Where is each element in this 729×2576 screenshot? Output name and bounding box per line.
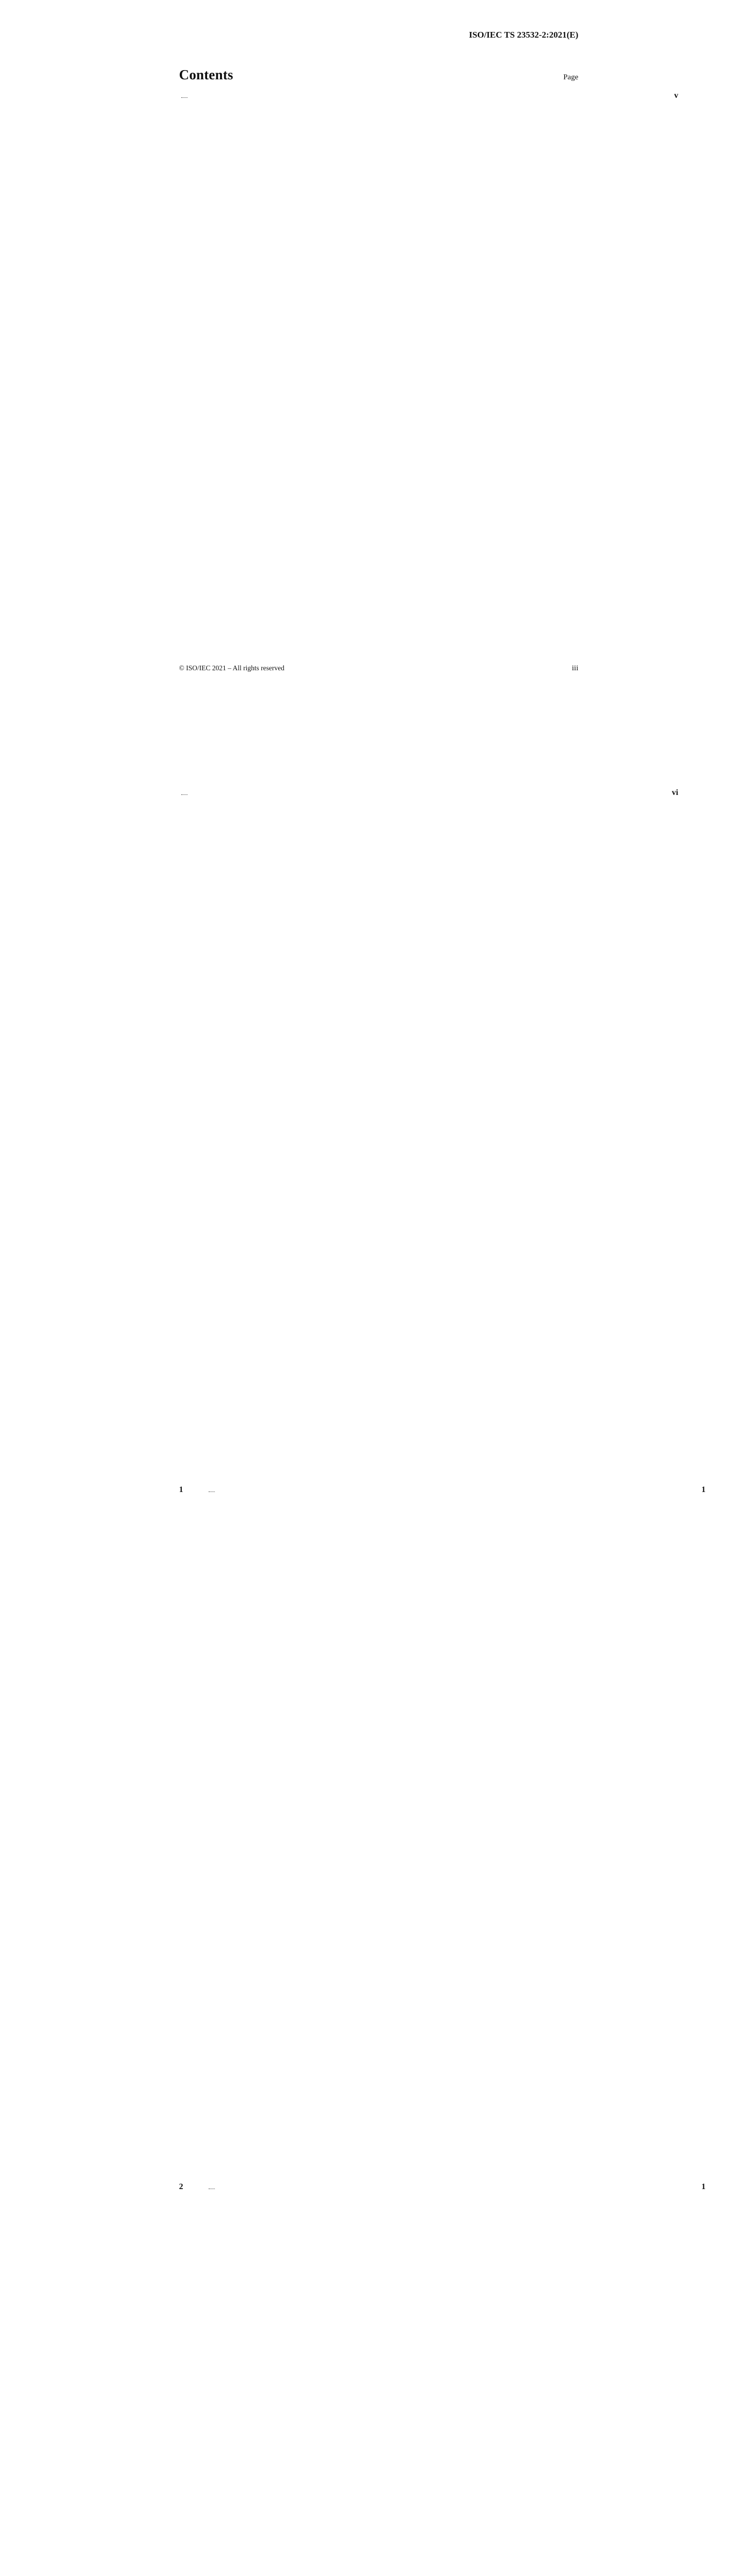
document-page — [120, 0, 706, 2191]
toc-leader-dots — [181, 97, 188, 98]
toc-leader-dots — [209, 1491, 215, 1492]
toc-entry[interactable] — [179, 1485, 706, 2177]
copyright-notice: © ISO/IEC 2021 – All rights reserved — [179, 664, 284, 672]
page-title: Contents — [179, 67, 233, 82]
toc-entry-number: 1 — [179, 1485, 183, 1494]
toc-entry[interactable] — [179, 2182, 706, 2576]
toc-content — [179, 67, 706, 2576]
toc-entry-page: 1 — [216, 1485, 706, 2177]
contents-heading — [179, 67, 579, 83]
toc-entry[interactable] — [179, 91, 679, 783]
toc-entry-page: vi — [189, 788, 679, 1480]
toc-entry-number: 2 — [179, 2182, 183, 2191]
toc-entry-page: 1 — [216, 2182, 706, 2576]
toc-leader-dots — [181, 794, 188, 795]
toc-leader-dots — [209, 2188, 215, 2189]
toc-entry[interactable] — [179, 788, 679, 1480]
document-reference: ISO/IEC TS 23532-2:2021(E) — [469, 30, 579, 40]
folio-page-number: iii — [571, 664, 579, 672]
page-footer — [179, 664, 579, 673]
toc-list — [179, 91, 706, 2576]
toc-entry-page: v — [189, 91, 679, 783]
page-column-label: Page — [563, 73, 579, 81]
